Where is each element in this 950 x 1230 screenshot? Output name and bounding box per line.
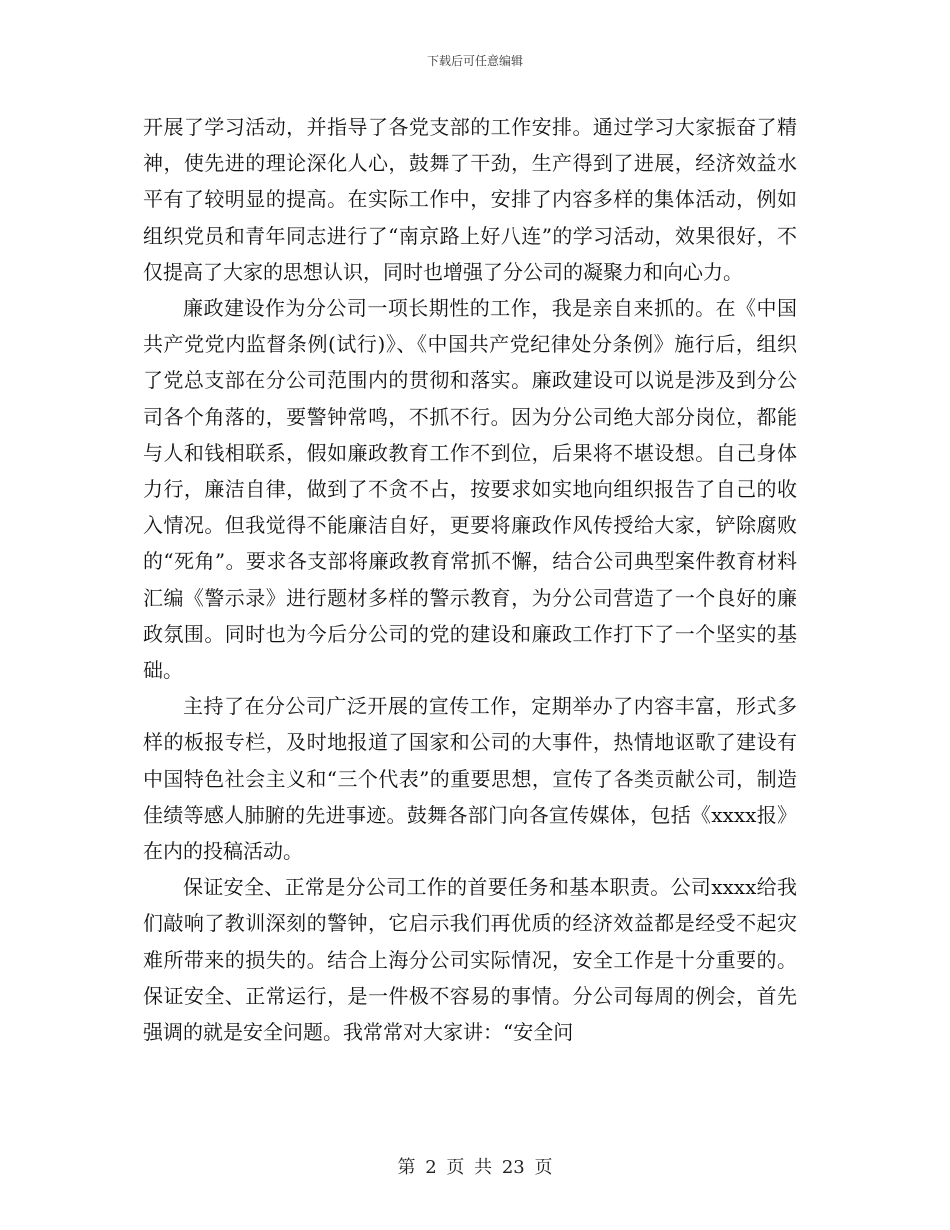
page-footer: 第 2 页 共 23 页 — [397, 1157, 553, 1178]
document-body — [143, 109, 797, 1050]
paragraph-3: 主持了在分公司广泛开展的宣传工作，定期举办了内容丰富，形式多样的板报专栏，及时地报道了国家和公司的大事件，热情地讴歌了建设有中国特色社会主义和“三个代表”的重要思想，宣传了各类贡献公司，制造佳绩等感人肺腑的先进事迹。鼓舞各部门向各宣传媒体，包括《xxxx报》在内的投稿活动。 — [143, 694, 797, 864]
page-header: 下载后可任意编辑 — [426, 54, 523, 68]
paragraph-2: 廉政建设作为分公司一项长期性的工作，我是亲自来抓的。在《中国共产党党内监督条例(试行)》、《中国共产党纪律处分条例》施行后，组织了党总支部在分公司范围内的贯彻和落实。廉政建设可以说是涉及到分公司各个角落的，要警钟常鸣，不抓不行。因为分公司绝大部分岗位，都能与人和钱相联系，假如廉政教育工作不到位，后果将不堪设想。自己身体力行，廉洁自律，做到了不贪不占，按要求如实地向组织报告了自己的收入情况。但我觉得不能廉洁自好，更要将廉政作风传授给大家，铲除腐败的“死角”。要求各支部将廉政教育常抓不懈，结合公司典型案件教育材料汇编《警示录》进行题材多样的警示教育，为分公司营造了一个良好的廉政氛围。同时也为今后分公司的党的建设和廉政工作打下了一个坚实的基础。 — [143, 296, 797, 683]
paragraph-4: 保证安全、正常是分公司工作的首要任务和基本职责。公司xxxx给我们敲响了教训深刻的警钟，它启示我们再优质的经济效益都是经受不起灾难所带来的损失的。结合上海分公司实际情况，安全工作是十分重要的。保证安全、正常运行，是一件极不容易的事情。分公司每周的例会，首先强调的就是安全问题。我常常对大家讲：“安全问 — [143, 875, 797, 1045]
paragraph-1: 开展了学习活动，并指导了各党支部的工作安排。通过学习大家振奋了精神，使先进的理论深化人心，鼓舞了干劲，生产得到了进展，经济效益水平有了较明显的提高。在实际工作中，安排了内容多样的集体活动，例如组织党员和青年同志进行了“南京路上好八连”的学习活动，效果很好，不仅提高了大家的思想认识，同时也增强了分公司的凝聚力和向心力。 — [143, 115, 797, 284]
